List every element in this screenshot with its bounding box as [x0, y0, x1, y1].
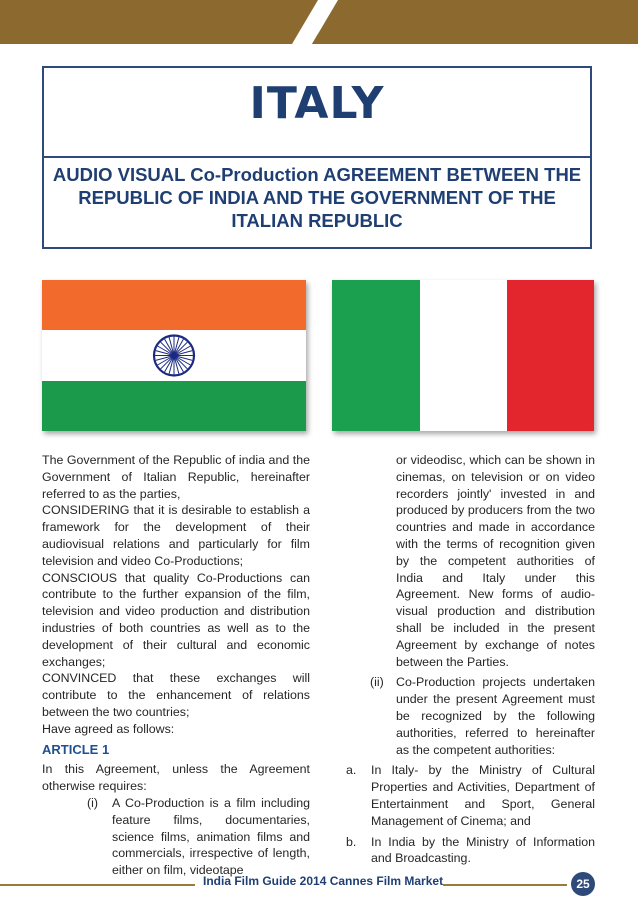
page-subtitle: AUDIO VISUAL Co-Production AGREEMENT BETWEEN THE REPUBLIC OF INDIA AND THE GOVERNMENT OF THE ITALIAN REPUBLIC: [52, 164, 582, 231]
list-item: [346, 452, 595, 670]
list-item: [346, 834, 595, 868]
list-item-text: In India by the Ministry of Information and Broadcasting.: [371, 834, 595, 866]
considering-paragraph: CONSIDERING that it is desirable to establish a framework for the development of their audiovisual relations and particularly for film television and video Co-Productions;: [42, 503, 310, 568]
list-item: [346, 762, 595, 829]
left-column: [42, 452, 310, 879]
ashoka-chakra-icon: [154, 336, 194, 376]
list-marker: (ii): [370, 675, 384, 690]
list-item-text: A Co-Production is a film including feature films, documentaries, science films, animation films and commercials, irrespective of length, either on film, videotape: [112, 795, 310, 878]
title-divider: [44, 156, 590, 158]
page-number: 25: [571, 872, 595, 896]
right-column: [346, 452, 595, 867]
list-marker: a.: [346, 763, 357, 778]
header-band: [0, 0, 638, 44]
page-title: ITALY: [249, 78, 385, 129]
preamble-paragraph: The Government of the Republic of india and the Government of Italian Republic, hereinafter referred to as the parties,: [42, 453, 310, 501]
footer-text: India Film Guide 2014 Cannes Film Market: [203, 874, 444, 888]
list-item-text: Co-Production projects undertaken under the present Agreement must be recognized by the following authorities, referred to hereinafter as the competent authorities:: [396, 675, 595, 757]
list-item: [42, 795, 310, 879]
list-item-text: In Italy- by the Ministry of Cultural Properties and Activities, Department of Entertainment and Sport, General Management of Cinema; and: [371, 763, 595, 828]
list-marker: (i): [87, 795, 99, 810]
conscious-paragraph: CONSCIOUS that quality Co-Productions can contribute to the further expansion of the film, television and video production and distribution industries of both countries as well as to the development of their cultural and economic exchanges;: [42, 570, 310, 669]
india-flag-icon: [42, 280, 306, 431]
list-item: [346, 674, 595, 758]
italy-flag-icon: [332, 280, 594, 431]
list-item-text: or videodisc, which can be shown in cinemas, on television or on video recorders jointly' invested in and produced by producers from the two countries and made in accordance with the terms of recognition given by the competent authorities of India and Italy under this Agreement. New forms of audio-visual production and distribution shall be included in the present Agreement by exchange of notes between the Parties.: [396, 453, 595, 669]
convinced-paragraph: CONVINCED that these exchanges will contribute to the enhancement of relations between the two countries;: [42, 671, 310, 719]
footer-rule-right: [443, 884, 567, 886]
article-heading: ARTICLE 1: [42, 741, 110, 757]
title-box: [42, 66, 592, 249]
footer-rule-left: [0, 884, 195, 886]
list-marker: b.: [346, 834, 357, 849]
agreed-paragraph: Have agreed as follows:: [42, 721, 175, 736]
article-intro: In this Agreement, unless the Agreement otherwise requires:: [42, 762, 310, 794]
